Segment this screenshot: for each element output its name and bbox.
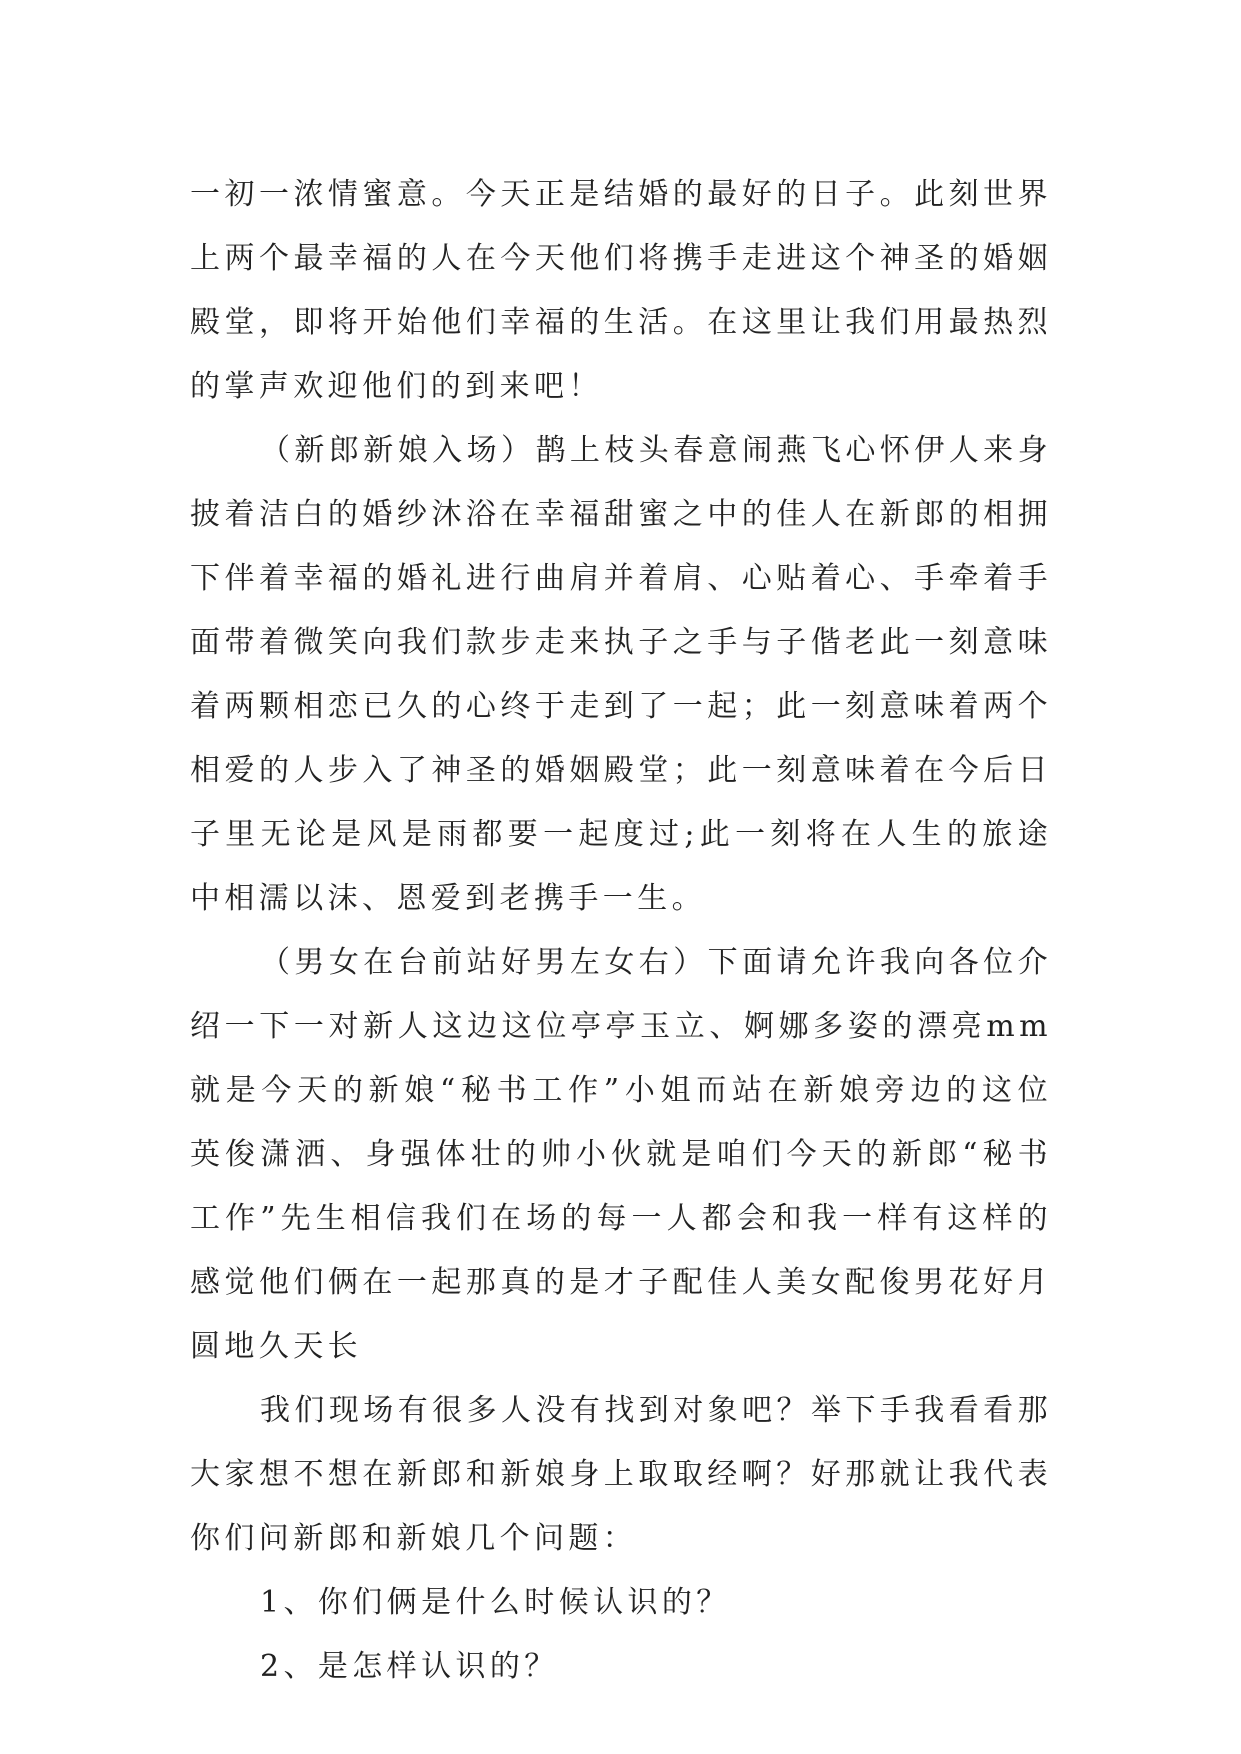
question-item-2: 2、是怎样认识的？ [260,1649,559,1684]
question-item-1: 1、你们俩是什么时候认识的？ [260,1585,731,1620]
paragraph-opening: 一初一浓情蜜意。今天正是结婚的最好的日子。此刻世界上两个最幸福的人在今天他们将携手走进这个神圣的婚姻殿堂，即将开始他们幸福的生活。在这里让我们用最热烈的掌声欢迎他们的到来吧！ [190,177,1052,404]
paragraph-introduction: （男女在台前站好男左女右）下面请允许我向各位介绍一下一对新人这边这位亭亭玉立、婀娜多姿的漂亮mm就是今天的新娘“秘书工作”小姐而站在新娘旁边的这位英俊潇洒、身强体壮的帅小伙就是咱们今天的新郎“秘书工作”先生相信我们在场的每一人都会和我一样有这样的感觉他们俩在一起那真的是才子配佳人美女配俊男花好月圆地久天长 [190,945,1052,1364]
paragraph-questions-intro: 我们现场有很多人没有找到对象吧？举下手我看看那大家想不想在新郎和新娘身上取取经啊？好那就让我代表你们问新郎和新娘几个问题： [190,1393,1052,1556]
document-body [190,163,1052,1699]
paragraph-entrance: （新郎新娘入场）鹊上枝头春意闹燕飞心怀伊人来身披着洁白的婚纱沐浴在幸福甜蜜之中的佳人在新郎的相拥下伴着幸福的婚礼进行曲肩并着肩、心贴着心、手牵着手面带着微笑向我们款步走来执子之手与子偕老此一刻意味着两颗相恋已久的心终于走到了一起；此一刻意味着两个相爱的人步入了神圣的婚姻殿堂；此一刻意味着在今后日子里无论是风是雨都要一起度过;此一刻将在人生的旅途中相濡以沫、恩爱到老携手一生。 [190,433,1052,916]
